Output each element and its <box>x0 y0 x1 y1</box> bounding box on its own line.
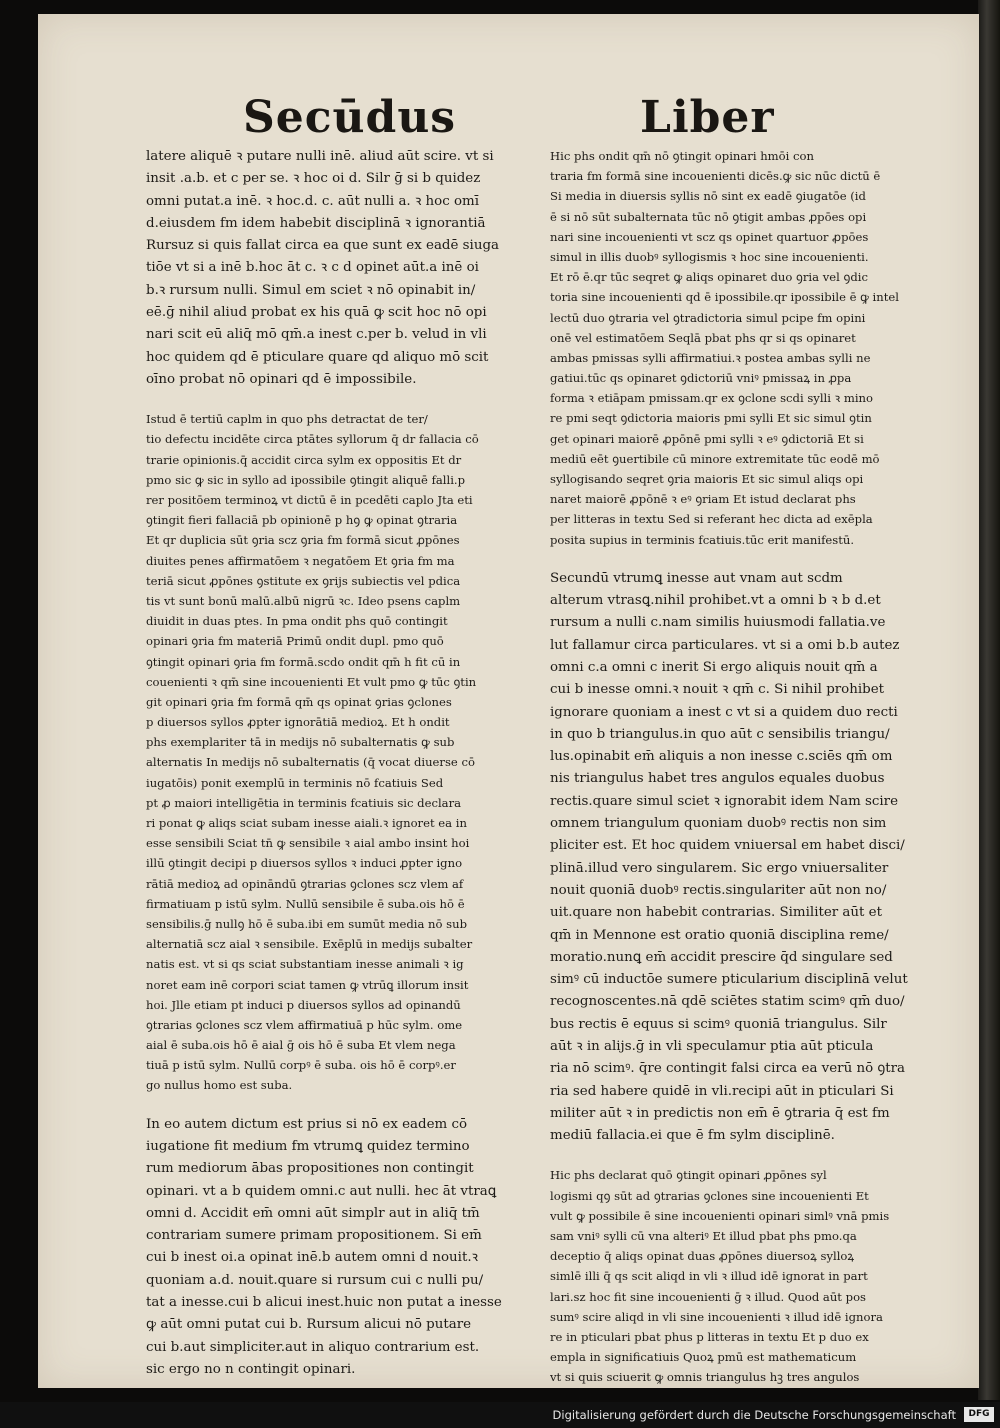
text-line: lus.opinabit em̄ aliquis a non inesse c.sciēs qm̄ om <box>550 749 893 765</box>
paragraph <box>146 1114 522 1382</box>
text-line: omnem triangulum quoniam duobꝰ rectis non sim <box>550 816 887 832</box>
text-line: hoi. Jlle etiam pt induci p diuersos syllos ad opinandū <box>146 997 461 1012</box>
text-line: ignorare quoniam a inest c vt si a quidem duo recti <box>550 704 898 720</box>
text-line: recognoscentes.nā qdē sciētes statim scimꝰ qm̄ duo/ <box>550 994 905 1010</box>
running-head-left: Secūdus <box>243 92 457 143</box>
text-line: get opinari maiorē ꝓpōnē pmi sylli ꝛ eꝰ ꝯdictoriā Et si <box>550 431 864 446</box>
text-line: iugatōis) ponit exemplū in terminis nō fcatiuis Sed <box>146 775 444 790</box>
text-line: Et rō ē.qr tūc seqret ꝙ aliqs opinaret duo ꝯria vel ꝯdic <box>550 270 868 285</box>
text-line: naret maiorē ꝓpōnē ꝛ eꝰ ꝯriam Et istud declarat phs <box>550 492 856 507</box>
text-line: p diuersos syllos ꝓpter ignorātiā medioꝝ. Et h ondit <box>146 715 450 730</box>
text-line: sensibilis.ḡ nullꝯ hō ē suba.ibi em sumūt media nō sub <box>146 916 468 931</box>
text-line: opinari. vt a b quidem omni.c aut nulli. hec āt vtraꝗ <box>146 1183 497 1199</box>
text-line: simlē illi q̄ qs scit aliqd in vli ꝛ illud idē ignorat in part <box>550 1269 868 1284</box>
text-line: insit .a.b. et c per se. ꝛ hoc oi d. Silr ḡ si b quidez <box>146 171 481 187</box>
text-line: iugatione fit medium fm vtrumꝗ quidez termino <box>146 1138 470 1154</box>
text-line: natis est. vt si qs sciat substantiam inesse animali ꝛ ig <box>146 957 464 972</box>
text-line: pliciter est. Et hoc quidem vniuersal em habet disci/ <box>550 838 905 854</box>
text-line: sam vniꝰ sylli cū vna alteriꝰ Et illud pbat phs pmo.qa <box>550 1229 857 1244</box>
text-line: firmatiuam p istū sylm. Nullū sensibile ē suba.ois hō ē <box>146 896 465 911</box>
text-line: mediū eēt ꝯuertibile cū minore extremitate tūc eodē mō <box>550 451 880 466</box>
text-line: trarie opinionis.q̄ accidit circa sylm ex oppositis Et dr <box>146 452 462 467</box>
text-line: lectū duo ꝯtraria vel ꝯtradictoria simul pcipe fm opini <box>550 310 866 325</box>
text-line: logismi qꝯ sūt ad ꝯtrarias ꝯclones sine incouenienti Et <box>550 1188 869 1203</box>
text-line: nari scit eū aliq̄ mō qm̄.a inest c.per b. velud in vli <box>146 327 487 343</box>
text-line: re in pticulari pbat phus p litteras in textu Et p duo ex <box>550 1329 869 1344</box>
text-line: omni d. Accidit em̄ omni aūt simplr aut in aliq̄ tm̄ <box>146 1205 480 1221</box>
text-line: latere aliquē ꝛ putare nulli inē. aliud aūt scire. vt si <box>146 149 494 164</box>
text-line: cui b inesse omni.ꝛ nouit ꝛ qm̄ c. Si nihil prohibet <box>550 682 885 698</box>
text-line: git opinari ꝯria fm formā qm̄ qs opinat ꝯrias ꝯclones <box>146 694 452 709</box>
text-line: ri ponat ꝙ aliqs sciat subam inesse aiali.ꝛ ignoret ea in <box>146 816 467 831</box>
text-line: Istud ē tertiū caplm in quo phs detractat de ter/ <box>146 412 428 427</box>
text-line: pt ꝓ maiori intelligētia in terminis fcatiuis sic declara <box>146 795 462 810</box>
text-line: omni putat.a inē. ꝛ hoc.d. c. aūt nulli a. ꝛ hoc omī <box>146 193 480 209</box>
text-line: Hic phs declarat quō ꝯtingit opinari ꝓpōnes syl <box>550 1168 827 1183</box>
text-line: nis triangulus habet tres angulos equales duobus <box>550 771 885 787</box>
text-line: uit.quare non habebit contrarias. Similiter aūt et <box>550 905 882 921</box>
dfg-logo: DFG <box>964 1407 994 1422</box>
text-line: mediū fallacia.ei que ē fm sylm disciplinē. <box>550 1128 835 1144</box>
text-line: cui b inest oi.a opinat inē.b autem omni d nouit.ꝛ <box>146 1250 478 1266</box>
text-line: esse sensibili Sciat tn̄ ꝙ sensibile ꝛ aial ambo insint hoi <box>146 836 470 851</box>
text-line: opinari ꝯria fm materiā Primū ondit dupl. pmo quō <box>146 634 444 649</box>
running-head-right: Liber <box>640 92 775 143</box>
text-line: ꝙ aūt omni putat cui b. Rursum alicui nō putare <box>146 1317 472 1333</box>
text-line: forma ꝛ etiāpam pmissam.qr ex ꝯclone scdi sylli ꝛ mino <box>550 391 873 406</box>
text-line: noret eam inē corpori sciat tamen ꝙ vtrūꝗ illorum insit <box>146 977 469 992</box>
text-line: aūt ꝛ in alijs.ḡ in vli speculamur ptia aūt pticula <box>550 1038 874 1054</box>
text-line: moratio.nunꝗ em̄ accidit prescire q̄d singulare sed <box>550 949 893 965</box>
text-line: rer positōem terminoꝝ vt dictū ē in pcedēti caplo Jta eti <box>146 493 473 508</box>
text-line: rectis.quare simul sciet ꝛ ignorabit idem Nam scire <box>550 793 898 809</box>
text-line: In eo autem dictum est prius si nō ex eadem cō <box>146 1116 468 1132</box>
text-line: alterum vtrasꝗ.nihil prohibet.vt a omni b ꝛ b d.et <box>550 593 881 609</box>
text-line: diuidit in duas ptes. In pma ondit phs quō contingit <box>146 614 448 629</box>
text-line: rum mediorum ābas propositiones non contingit <box>146 1161 474 1177</box>
text-line: simꝰ cū inductōe sumere pticularium disciplinā velut <box>550 972 908 988</box>
paragraph <box>550 1165 942 1387</box>
text-line: militer aūt ꝛ in predictis non em̄ ē ꝯtraria q̄ est fm <box>550 1105 890 1121</box>
text-line: toria sine incouenienti qd ē ipossibile.qr ipossibile ē ꝙ intel <box>550 290 899 305</box>
text-line: posita supius in terminis fcatiuis.tūc erit manifestū. <box>550 532 855 547</box>
text-line: Si media in diuersis syllis nō sint ex eadē ꝯiugatōe (id <box>550 189 866 204</box>
text-line: Rursuz si quis fallat circa ea que sunt ex eadē siuga <box>146 238 500 254</box>
text-line: sic ergo no n contingit opinari. <box>146 1361 356 1377</box>
text-line: ambas pmissas sylli affirmatiui.ꝛ postea ambas sylli ne <box>550 350 871 365</box>
text-line: ē si nō sūt subalternata tūc nō ꝯtigit ambas ꝓpōes opi <box>550 209 867 224</box>
text-line: vt si quis sciuerit ꝙ omnis triangulus hꝫ tres angulos <box>550 1370 860 1385</box>
paragraph <box>550 146 942 550</box>
text-line: alternatis In medijs nō subalternatis (q̄ vocat diuerse cō <box>146 755 475 770</box>
text-line: ria sed habere quidē in vli.recipi aūt in pticulari Si <box>550 1083 894 1099</box>
text-line: tio defectu incidēte circa ptātes syllorum q̄ dr fallacia cō <box>146 432 479 447</box>
text-line: aial ē suba.ois hō ē aial ḡ ois hō ē suba Et vlem nega <box>146 1038 456 1053</box>
text-line: tis vt sunt bonū malū.albū nigrū ꝛc. Ideo psens caplm <box>146 593 461 608</box>
paragraph-gap <box>550 550 942 568</box>
text-line: omni c.a omni c inerit Si ergo aliquis nouit qm̄ a <box>550 659 878 675</box>
footer-credit-text: Digitalisierung gefördert durch die Deutsche Forschungsgemeinschaft <box>552 1408 956 1422</box>
text-line: illū ꝯtingit decipi p diuersos syllos ꝛ induci ꝓpter igno <box>146 856 463 871</box>
left-text-column <box>146 146 522 1381</box>
text-line: rursum a nulli c.nam similis huiusmodi fallatia.ve <box>550 615 886 631</box>
paragraph <box>146 409 522 1095</box>
text-line: ꝯtrarias ꝯclones scz vlem affirmatiuā p hūc sylm. ome <box>146 1017 463 1032</box>
text-line: empla in significatiuis Quoꝝ pmū est mathematicum <box>550 1350 857 1365</box>
text-line: oīno probat nō opinari qd ē impossibile. <box>146 371 417 387</box>
text-line: simul in illis duobꝰ syllogismis ꝛ hoc sine incouenienti. <box>550 249 869 264</box>
paragraph-gap <box>146 1096 522 1114</box>
text-line: alternatiā scz aial ꝛ sensibile. Exēplū in medijs subalter <box>146 937 473 952</box>
text-line: re pmi seqt ꝯdictoria maioris pmi sylli Et sic simul ꝯtin <box>550 411 872 426</box>
text-line: lut fallamur circa particulares. vt si a omi b.b autez <box>550 637 900 653</box>
text-line: lari.sz hoc fit sine incouenienti ḡ ꝛ illud. Quod aūt pos <box>550 1289 867 1304</box>
text-line: tiuā p istū sylm. Nullū corpꝰ ē suba. ois hō ē corpꝰ.er <box>146 1058 456 1073</box>
text-line: deceptio q̄ aliqs opinat duas ꝓpōnes diuersoꝝ sylloꝝ <box>550 1249 855 1264</box>
text-line: cui b.aut simpliciter.aut in aliquo contrarium est. <box>146 1339 480 1355</box>
text-line: nouit quoniā duobꝰ rectis.singulariter aūt non no/ <box>550 882 887 898</box>
text-line: in quo b triangulus.in quo aūt c sensibilis triangu/ <box>550 726 890 742</box>
paragraph <box>146 146 522 391</box>
text-line: d.eiusdem fm idem habebit disciplinā ꝛ ignorantiā <box>146 215 486 231</box>
text-line: qm̄ in Mennone est oratio quoniā disciplina reme/ <box>550 927 889 943</box>
text-line: Secundū vtrumꝗ inesse aut vnam aut scdm <box>550 570 843 586</box>
text-line: ria nō scimꝰ. q̄re contingit falsi circa ea verū nō ꝯtra <box>550 1061 906 1077</box>
text-line: couenienti ꝛ qm̄ sine incouenienti Et vult pmo ꝙ tūc ꝯtin <box>146 674 477 689</box>
paragraph <box>550 568 942 1148</box>
text-line: bus rectis ē equus si scimꝰ quoniā triangulus. Silr <box>550 1016 887 1032</box>
text-line: Hic phs ondit qm̄ nō ꝯtingit opinari hmōi con <box>550 149 814 163</box>
text-line: go nullus homo est suba. <box>146 1078 293 1093</box>
text-line: eē.ḡ nihil aliud probat ex his quā ꝙ scit hoc nō opi <box>146 305 487 321</box>
text-line: tat a inesse.cui b alicui inest.huic non putat a inesse <box>146 1295 502 1311</box>
text-line: gatiui.tūc qs opinaret ꝯdictoriū vniꝰ pmissaꝝ in ꝓpa <box>550 371 852 386</box>
text-line: ꝯtingit opinari ꝯria fm formā.scdo ondit qm̄ h fit cū in <box>146 654 461 669</box>
text-line: rātiā medioꝝ ad opināndū ꝯtrarias ꝯclones scz vlem af <box>146 876 464 891</box>
right-text-column <box>550 146 942 1388</box>
text-line: syllogisando seqret ꝯria maioris Et sic simul aliqs opi <box>550 472 864 486</box>
text-line: contrariam sumere primam propositionem. Si em̄ <box>146 1228 482 1244</box>
text-line: per litteras in textu Sed si referant hec dicta ad exēpla <box>550 512 873 527</box>
text-line: b.ꝛ rursum nulli. Simul em sciet ꝛ nō opinabit in/ <box>146 282 476 298</box>
book-edge <box>978 0 1000 1400</box>
text-line: quoniam a.d. nouit.quare si rursum cui c nulli pu/ <box>146 1272 484 1288</box>
text-line: onē vel estimatōem Seqlā pbat phs qr si qs opinaret <box>550 330 856 345</box>
text-line: teriā sicut ꝓpōnes ꝯstitute ex ꝯrijs subiectis vel pdica <box>146 573 461 588</box>
text-line: ꝯtingit fieri fallaciā pb opinionē p hꝯ ꝙ opinat ꝯtraria <box>146 513 458 528</box>
text-line: plinā.illud vero singularem. Sic ergo vniuersaliter <box>550 860 889 876</box>
paragraph-gap <box>550 1147 942 1165</box>
text-line: diuites penes affirmatōem ꝛ negatōem Et ꝯria fm ma <box>146 553 455 568</box>
text-line: tiōe vt si a inē b.hoc āt c. ꝛ c d opinet aūt.a inē oi <box>146 260 479 276</box>
text-line: sumꝰ scire aliqd in vli sine incouenienti ꝛ illud idē ignora <box>550 1309 883 1324</box>
footer-bar <box>0 1402 1000 1428</box>
text-line: traria fm formā sine incouenienti dicēs.ꝙ sic nūc dictū ē <box>550 169 881 184</box>
text-line: pmo sic ꝙ sic in syllo ad ipossibile ꝯtingit aliquē falli.p <box>146 472 466 487</box>
text-line: hoc quidem qd ē pticulare quare qd aliquo mō scit <box>146 349 489 365</box>
paragraph-gap <box>146 391 522 409</box>
text-line: phs exemplariter tā in medijs nō subalternatis ꝙ sub <box>146 735 455 750</box>
text-line: vult ꝙ possibile ē sine incouenienti opinari simlꝰ vnā pmis <box>550 1208 890 1223</box>
text-line: Et qr duplicia sūt ꝯria scz ꝯria fm formā sicut ꝓpōnes <box>146 533 460 548</box>
text-line: nari sine incouenienti vt scz qs opinet quartuor ꝓpōes <box>550 229 869 244</box>
